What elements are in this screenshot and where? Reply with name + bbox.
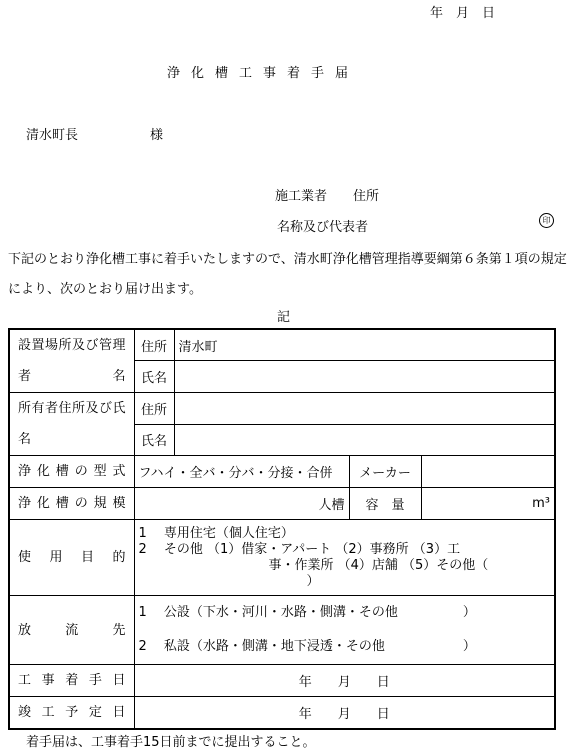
seal-mark: 印 — [539, 213, 554, 228]
purpose-label: 使用目的 — [9, 520, 134, 596]
purpose-line-2: 2 その他 （1）借家・アパート （2）事務所 （3）工 — [138, 541, 461, 557]
purpose-line-3: 事・作業所 （4）店舗 （5）その他（ — [268, 557, 489, 573]
document-title: 浄化槽工事着手届 — [167, 66, 360, 81]
model-label: 浄化槽の型式 — [9, 456, 134, 488]
capacity-unit: m³ — [532, 496, 550, 511]
model-options[interactable]: フハイ・全バ・分バ・分接・合併 — [134, 456, 349, 488]
site-address-sub: 住所 — [134, 329, 174, 361]
addressee: 清水町長 — [26, 128, 79, 143]
owner-name-sub: 氏名 — [134, 424, 174, 456]
owner-label: 所有者住所及び氏名 — [9, 393, 134, 456]
site-address-field[interactable]: 清水町 — [174, 329, 555, 361]
discharge-label: 放流先 — [9, 596, 134, 665]
scale-unit: 人槽 — [318, 498, 345, 513]
honorific: 様 — [150, 128, 164, 143]
maker-label: メーカー — [349, 456, 421, 488]
contractor-address-label: 住所 — [353, 189, 380, 204]
application-form-table — [8, 328, 556, 730]
site-label: 設置場所及び管理者名 — [9, 329, 134, 393]
owner-address-field[interactable] — [174, 393, 555, 425]
scale-label: 浄化槽の規模 — [9, 488, 134, 520]
purpose-line-4: ） — [306, 573, 320, 589]
site-name-sub: 氏名 — [134, 361, 174, 393]
scale-field[interactable] — [134, 488, 349, 520]
representative-label: 名称及び代表者 — [277, 220, 369, 235]
site-name-field[interactable] — [174, 361, 555, 393]
completion-date-field[interactable]: 年 月 日 — [134, 697, 555, 730]
discharge-line-2: 2 私設（水路・側溝・地下浸透・その他 ） — [138, 639, 476, 654]
ki-marker: 記 — [277, 310, 291, 325]
capacity-label: 容 量 — [349, 488, 421, 520]
footnote: 着手届は、工事着手15日前までに提出すること。 — [26, 735, 316, 750]
maker-field[interactable] — [421, 456, 555, 488]
owner-address-sub: 住所 — [134, 393, 174, 425]
completion-date-label: 竣工予定日 — [9, 697, 134, 730]
contractor-label: 施工業者 — [275, 189, 328, 204]
start-date-label: 工事着手日 — [9, 665, 134, 697]
purpose-line-1: 1 専用住宅（個人住宅） — [138, 525, 294, 541]
discharge-line-1: 1 公設（下水・河川・水路・側溝・その他 ） — [138, 605, 476, 620]
start-date-field[interactable]: 年 月 日 — [134, 665, 555, 697]
owner-name-field[interactable] — [174, 424, 555, 456]
capacity-field[interactable] — [421, 488, 555, 520]
discharge-options[interactable] — [134, 596, 555, 665]
purpose-options[interactable] — [134, 520, 555, 596]
date-line: 年 月 日 — [430, 6, 496, 21]
intro-text: 下記のとおり浄化槽工事に着手いたしますので、清水町浄化槽管理指導要綱第６条第１項の規定により、次のとおり届け出ます。 — [8, 252, 567, 297]
